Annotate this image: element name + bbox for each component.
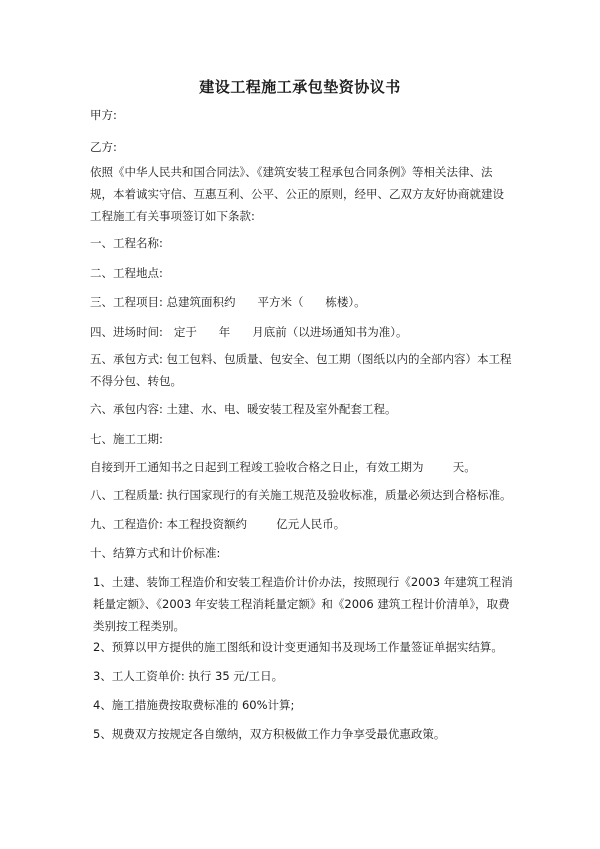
clause-settlement-heading: 十、结算方式和计价标准: bbox=[90, 546, 221, 560]
settlement-item-1: 1、土建、装饰工程造价和安装工程造价计价办法，按照现行《2003 年建筑工程消耗量定额》、《2003 年安装工程消耗量定额》和《2006 建筑工程计价清单》，取费类别按工程类别。 bbox=[93, 575, 513, 633]
document-title: 建设工程施工承包垫资协议书 bbox=[199, 78, 401, 96]
intro-paragraph: 依照《中华人民共和国合同法》、《建筑安装工程承包合同条例》等相关法律、法规，本着诚实守信、互惠互利、公平、公正的原则，经甲、乙双方友好协商就建设工程施工有关事项签订如下条款: bbox=[90, 165, 504, 223]
clause-project-name: 一、工程名称: bbox=[90, 236, 163, 250]
clause-contract-mode: 五、承包方式: 包工包料、包质量、包安全、包工期（图纸以内的全部内容）本工程不得分包、转包。 bbox=[90, 352, 512, 388]
clause-period-detail: 自接到开工通知书之日起到工程竣工验收合格之日止，有效工期为 天。 bbox=[90, 460, 476, 474]
party-b-line: 乙方: bbox=[90, 140, 117, 154]
clause-cost: 九、工程造价: 本工程投资额约 亿元人民币。 bbox=[90, 517, 346, 531]
clause-contract-content: 六、承包内容: 土建、水、电、暖安装工程及室外配套工程。 bbox=[90, 402, 397, 416]
settlement-item-2: 2、预算以甲方提供的施工图纸和设计变更通知书及现场工作量签证单据实结算。 bbox=[93, 640, 503, 654]
clause-project-location: 二、工程地点: bbox=[90, 266, 163, 280]
clause-entry-time: 四、进场时间: 定于 年 月底前（以进场通知书为准）。 bbox=[90, 325, 408, 339]
clause-construction-period: 七、施工工期: bbox=[90, 432, 163, 446]
settlement-item-4: 4、施工措施费按取费标准的 60%计算; bbox=[93, 698, 295, 712]
party-a-line: 甲方: bbox=[90, 108, 117, 122]
settlement-item-5: 5、规费双方按规定各自缴纳，双方积极做工作力争享受最优惠政策。 bbox=[93, 727, 446, 741]
clause-project-items: 三、工程项目: 总建筑面积约 平方米（ 栋楼）。 bbox=[90, 295, 366, 309]
clause-quality: 八、工程质量: 执行国家现行的有关施工规范及验收标准，质量必须达到合格标准。 bbox=[90, 488, 512, 502]
settlement-item-3: 3、工人工资单价: 执行 35 元/工日。 bbox=[93, 669, 284, 683]
